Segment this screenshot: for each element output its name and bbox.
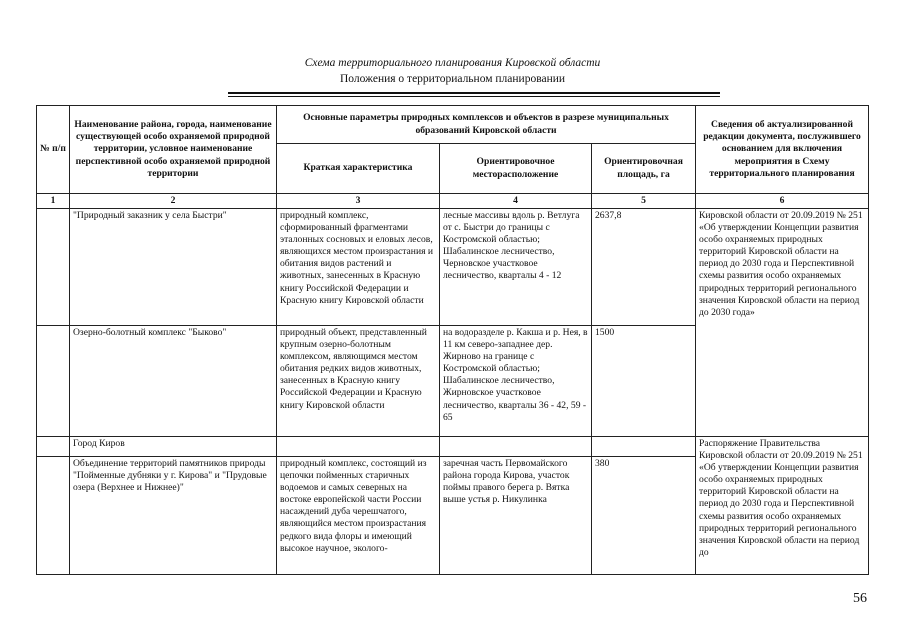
row-area: 380 — [592, 457, 696, 575]
row-name: Город Киров — [70, 437, 277, 457]
document-subtitle: Положения о территориальном планировании — [339, 73, 566, 85]
row-location — [440, 437, 592, 457]
row-area: 2637,8 — [592, 209, 696, 326]
page-number: 56 — [853, 591, 867, 606]
row-name: Озерно-болотный комплекс "Быково" — [70, 326, 277, 437]
header-params: Основные параметры природных комплексов и объектов в разрезе муниципальных образований Кировской области — [277, 106, 696, 144]
row-characteristic — [277, 437, 440, 457]
document-title: Схема территориального планирования Кировской области — [304, 57, 601, 69]
header-area: Ориентировочная площадь, га — [592, 144, 696, 194]
row-info: Распоряжение Правительства Кировской области от 20.09.2019 № 251 «Об утверждении Концепции развития особо охраняемых природных территорий Кировской области на период до 2030 года и Перспективной схемы развития особо охраняемых природных территорий регионального значения Кировской области на период до — [696, 437, 869, 575]
column-number-row — [37, 194, 869, 209]
header-location: Ориентировочное месторасположение — [440, 144, 592, 194]
table-row — [37, 209, 869, 326]
row-characteristic: природный комплекс, сформированный фрагментами эталонных сосновых и еловых лесов, являющихся местом произрастания и обитания видов растений и животных, занесенных в Красную книгу Российской Федерации и Красную книгу Кировской области — [277, 209, 440, 326]
header-info: Сведения об актуализированной редакции документа, послужившего основанием для включения мероприятия в Схему территориального планирования — [696, 106, 869, 194]
column-number: 5 — [592, 194, 696, 209]
column-number: 1 — [37, 194, 70, 209]
row-num — [37, 326, 70, 437]
header-characteristic: Краткая характеристика — [277, 144, 440, 194]
column-number: 4 — [440, 194, 592, 209]
column-number: 6 — [696, 194, 869, 209]
planning-table — [36, 105, 869, 575]
row-num — [37, 437, 70, 457]
header-name: Наименование района, города, наименование существующей особо охраняемой природной территории, условное наименование перспективной особо охраняемой природной территории — [70, 106, 277, 194]
row-name: "Природный заказник у села Быстри" — [70, 209, 277, 326]
column-number: 3 — [277, 194, 440, 209]
row-location: заречная часть Первомайского района города Кирова, участок поймы правого берега р. Вятка выше устья р. Никулинка — [440, 457, 592, 575]
header-rule-thick — [228, 92, 720, 94]
row-location: лесные массивы вдоль р. Ветлуга от с. Быстри до границы с Костромской областью; Шабалинское лесничество, Черновское участковое лесничество, кварталы 4 - 12 — [440, 209, 592, 326]
row-area — [592, 437, 696, 457]
row-num — [37, 457, 70, 575]
header-num: № п/п — [37, 106, 70, 194]
row-characteristic: природный объект, представленный крупным озерно-болотным комплексом, являющимся местом обитания редких видов животных, занесенных в Красную книгу Российской Федерации и Красную книгу Кировской области — [277, 326, 440, 437]
row-info: Кировской области от 20.09.2019 № 251 «Об утверждении Концепции развития особо охраняемых природных территорий Кировской области на период до 2030 года и Перспективной схемы развития особо охраняемых природных территорий регионального значения Кировской области на период до 2030 года» — [696, 209, 869, 437]
row-area: 1500 — [592, 326, 696, 437]
row-num — [37, 209, 70, 326]
row-location: на водоразделе р. Какша и р. Нея, в 11 км северо-западнее дер. Жирново на границе с Костромской областью; Шабалинское лесничество, Жирновское участковое лесничество, кварталы 36 - 42, 59 - 65 — [440, 326, 592, 437]
header-rule-thin — [228, 96, 720, 97]
column-number: 2 — [70, 194, 277, 209]
table-row — [37, 437, 869, 457]
row-name: Объединение территорий памятников природы "Пойменные дубняки у г. Кирова" и "Прудовые озера (Верхнее и Нижнее)" — [70, 457, 277, 575]
row-characteristic: природный комплекс, состоящий из цепочки пойменных старичных водоемов и самых северных на востоке европейской части России насаждений дуба черешчатого, являющийся местом произрастания редкого вида флоры и имеющий высокое научное, эколого- — [277, 457, 440, 575]
